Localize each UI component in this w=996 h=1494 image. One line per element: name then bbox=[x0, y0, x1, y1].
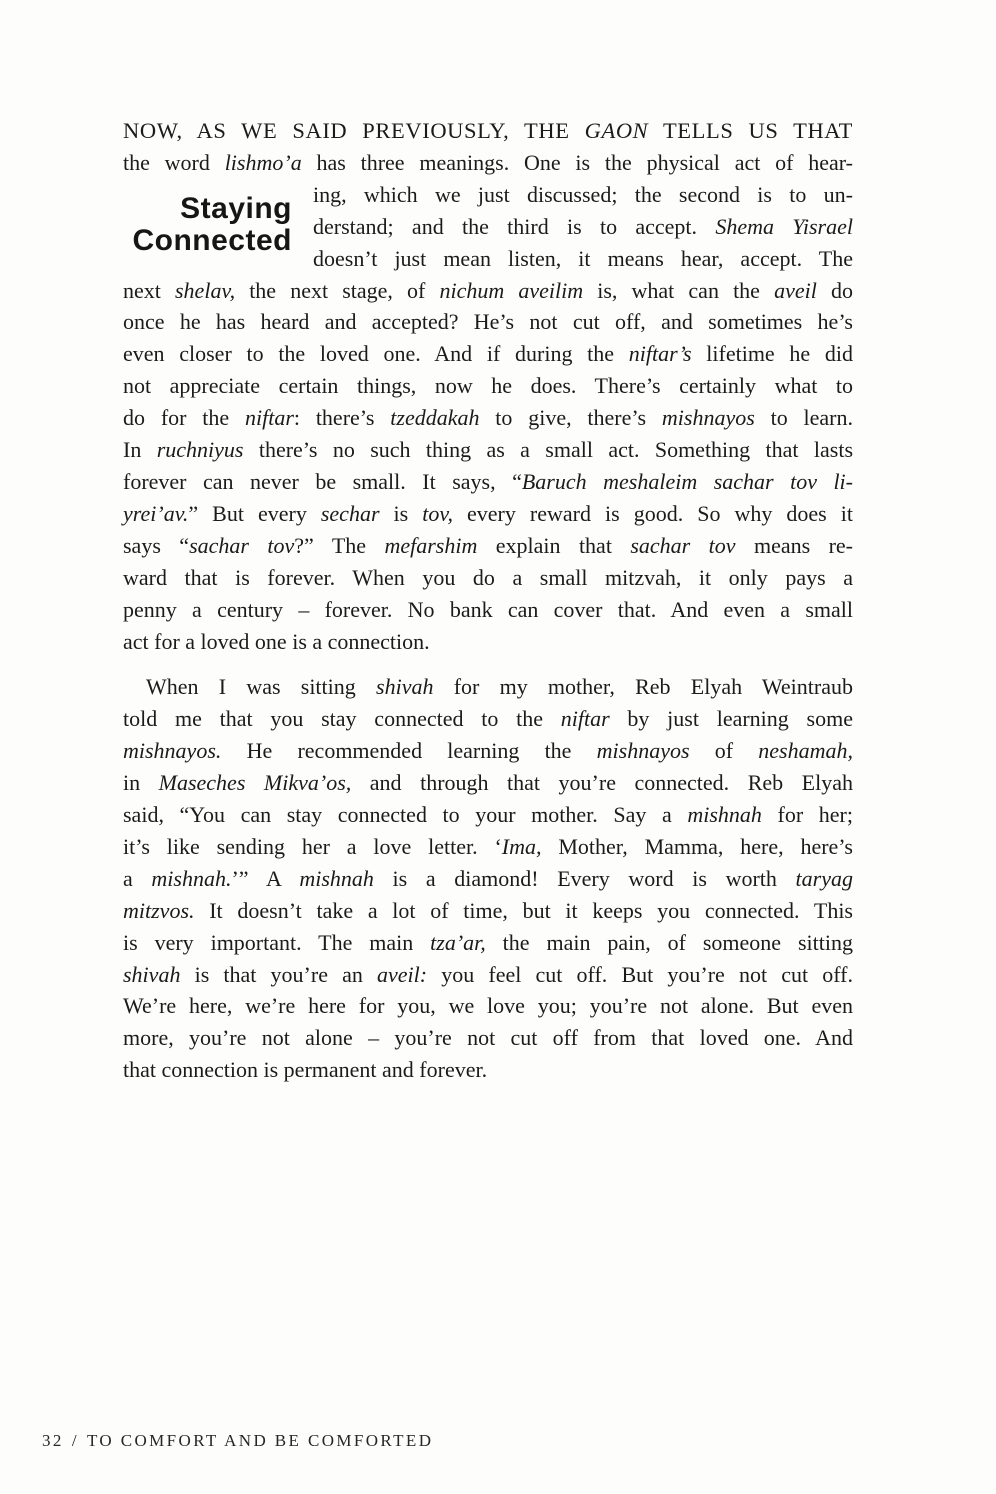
text: there’s no such thing as a small act. Something that lasts bbox=[243, 437, 854, 463]
text-line bbox=[123, 402, 853, 434]
text-line bbox=[123, 338, 853, 370]
text: do bbox=[816, 277, 853, 303]
footer-separator: / bbox=[71, 1431, 79, 1450]
text: He recommended learning the bbox=[221, 738, 597, 764]
text-line bbox=[123, 211, 853, 243]
text: doesn’t just mean listen, it means hear, accept. The bbox=[313, 245, 853, 271]
text: not appreciate certain things, now he does. There’s certainly what to bbox=[123, 373, 853, 399]
section-heading-line-1: Staying bbox=[180, 192, 292, 225]
text: It doesn’t take a lot of time, but it keeps you connected. This bbox=[194, 897, 853, 923]
text: ward that is forever. When you do a small mitzvah, it only pays a bbox=[123, 564, 853, 590]
text-line bbox=[123, 498, 853, 530]
page-footer bbox=[42, 1430, 433, 1452]
text: the next stage, of bbox=[235, 277, 440, 303]
text: told me that you stay connected to the bbox=[123, 706, 561, 732]
text: in bbox=[123, 770, 159, 796]
page-number: 32 bbox=[42, 1431, 64, 1450]
italic-text: mishnah bbox=[299, 865, 374, 891]
paragraph bbox=[123, 671, 853, 1086]
text: ” But every bbox=[188, 500, 321, 526]
text: is, what can the bbox=[583, 277, 775, 303]
italic-text: shivah bbox=[123, 961, 181, 987]
text: the main pain, of someone sitting bbox=[485, 929, 853, 955]
italic-text: mishnayos. bbox=[123, 738, 222, 764]
text: ing, which we just discussed; the second is to un- bbox=[313, 181, 853, 207]
text: to learn. bbox=[754, 405, 853, 431]
text: forever can never be small. It says, “ bbox=[123, 468, 522, 494]
italic-text: lishmo’a bbox=[224, 149, 302, 175]
italic-text: Shema Yisrael bbox=[715, 213, 853, 239]
text-line bbox=[123, 831, 853, 863]
running-foot-title: TO COMFORT AND BE COMFORTED bbox=[86, 1431, 434, 1450]
text: is a diamond! Every word is worth bbox=[373, 865, 796, 891]
text: that connection is permanent and forever. bbox=[123, 1057, 488, 1083]
text: said, “You can stay connected to your mother. Say a bbox=[123, 802, 688, 828]
text-line bbox=[123, 767, 853, 799]
text-line bbox=[123, 434, 853, 466]
italic-text: GAON bbox=[584, 118, 649, 143]
text-line bbox=[123, 530, 853, 562]
italic-text: mitzvos. bbox=[123, 897, 195, 923]
text: is bbox=[379, 500, 423, 526]
text-line bbox=[123, 1054, 853, 1086]
italic-text: neshamah, bbox=[758, 738, 854, 764]
italic-text: mefarshim bbox=[384, 532, 478, 558]
italic-text: tov, bbox=[422, 500, 453, 526]
text: lifetime he did bbox=[691, 341, 854, 367]
text-line bbox=[123, 115, 853, 147]
text: a bbox=[123, 865, 152, 891]
text-line bbox=[123, 594, 853, 626]
text: next bbox=[123, 277, 175, 303]
text: ’” A bbox=[231, 865, 300, 891]
text: means re- bbox=[735, 532, 854, 558]
italic-text: Baruch meshaleim sachar tov li- bbox=[521, 468, 853, 494]
text: Mother, Mamma, here, here’s bbox=[541, 833, 853, 859]
text-line bbox=[123, 959, 853, 991]
text-line bbox=[123, 147, 853, 179]
body-text bbox=[123, 115, 853, 1086]
text: by just learning some bbox=[609, 706, 853, 732]
text: NOW, AS WE SAID PREVIOUSLY, THE bbox=[123, 118, 585, 143]
italic-text: niftar bbox=[560, 706, 610, 732]
text: and through that you’re connected. Reb Elyah bbox=[351, 770, 853, 796]
text: for her; bbox=[761, 802, 853, 828]
text: do for the bbox=[123, 405, 245, 431]
italic-text: mishnayos bbox=[661, 405, 755, 431]
text: is very important. The main bbox=[123, 929, 431, 955]
text: In bbox=[123, 437, 157, 463]
text-line bbox=[123, 179, 853, 211]
text: it’s like sending her a love letter. ‘ bbox=[123, 833, 502, 859]
text: says “ bbox=[123, 532, 190, 558]
text: even closer to the loved one. And if during the bbox=[123, 341, 629, 367]
text-line bbox=[123, 863, 853, 895]
italic-text: shelav, bbox=[175, 277, 236, 303]
text: We’re here, we’re here for you, we love you; you’re not alone. But even bbox=[123, 993, 853, 1019]
text-line bbox=[123, 895, 853, 927]
italic-text: tza’ar, bbox=[430, 929, 486, 955]
text: you feel cut off. But you’re not cut off. bbox=[427, 961, 853, 987]
text-line bbox=[123, 927, 853, 959]
text: more, you’re not alone – you’re not cut off from that loved one. And bbox=[123, 1025, 853, 1051]
text: explain that bbox=[477, 532, 631, 558]
text: derstand; and the third is to accept. bbox=[313, 213, 716, 239]
text: to give, there’s bbox=[479, 405, 662, 431]
text-line bbox=[123, 626, 853, 658]
text-line bbox=[123, 275, 853, 307]
text-line bbox=[123, 466, 853, 498]
text: : there’s bbox=[293, 405, 391, 431]
text: for my mother, Reb Elyah Weintraub bbox=[433, 674, 853, 700]
text-line bbox=[123, 990, 853, 1022]
text: is that you’re an bbox=[180, 961, 378, 987]
italic-text: mishnayos bbox=[596, 738, 690, 764]
text: the word bbox=[123, 149, 225, 175]
italic-text: tzeddakah bbox=[390, 405, 480, 431]
italic-text: mishnah. bbox=[151, 865, 232, 891]
text-line bbox=[123, 1022, 853, 1054]
italic-text: sachar tov bbox=[630, 532, 736, 558]
text: When I was sitting bbox=[146, 674, 377, 700]
italic-text: niftar’s bbox=[628, 341, 692, 367]
text: penny a century – forever. No bank can cover that. And even a small bbox=[123, 596, 853, 622]
text: act for a loved one is a connection. bbox=[123, 628, 430, 654]
italic-text: Maseches Mikva’os, bbox=[158, 770, 352, 796]
text: has three meanings. One is the physical act of hear- bbox=[301, 149, 853, 175]
italic-text: nichum aveilim bbox=[439, 277, 584, 303]
italic-text: Ima, bbox=[501, 833, 542, 859]
italic-text: yrei’av. bbox=[123, 500, 189, 526]
text: once he has heard and accepted? He’s not cut off, and sometimes he’s bbox=[123, 309, 853, 335]
italic-text: sachar tov bbox=[189, 532, 295, 558]
text-line bbox=[123, 306, 853, 338]
italic-text: taryag bbox=[795, 865, 853, 891]
italic-text: shivah bbox=[376, 674, 434, 700]
text-line bbox=[123, 370, 853, 402]
text-line bbox=[123, 562, 853, 594]
italic-text: niftar bbox=[244, 405, 294, 431]
italic-text: ruchniyus bbox=[156, 437, 244, 463]
text: of bbox=[689, 738, 759, 764]
italic-text: aveil bbox=[774, 277, 817, 303]
paragraph bbox=[123, 115, 853, 657]
italic-text: sechar bbox=[320, 500, 380, 526]
text-line bbox=[123, 671, 853, 703]
text-line bbox=[123, 243, 853, 275]
text: ?” The bbox=[294, 532, 385, 558]
text-line bbox=[123, 799, 853, 831]
italic-text: aveil: bbox=[377, 961, 428, 987]
text-line bbox=[123, 735, 853, 767]
text: TELLS US THAT bbox=[648, 118, 853, 143]
italic-text: mishnah bbox=[687, 802, 762, 828]
text: every reward is good. So why does it bbox=[453, 500, 853, 526]
section-heading-line-2: Connected bbox=[132, 224, 292, 257]
text-line bbox=[123, 703, 853, 735]
